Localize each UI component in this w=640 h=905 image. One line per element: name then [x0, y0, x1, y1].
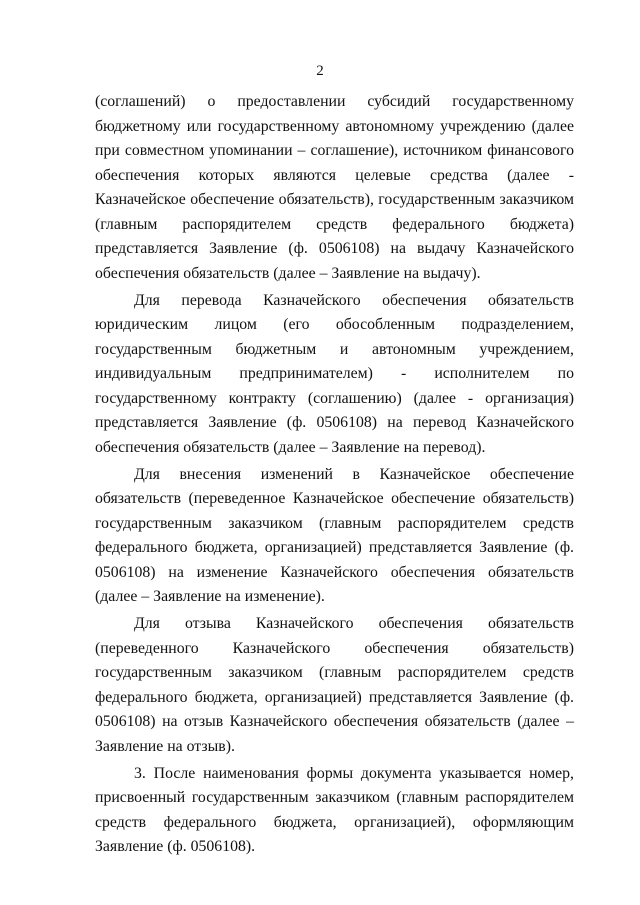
paragraph-amendment: Для внесения изменений в Казначейское обеспечение обязательств (переведенное Казначейское обеспечение обязательств) государственным заказчиком (главным распорядителем средств федерального бюджета, организацией) представляется Заявление (ф. 0506108) на изменение Казначейского обеспечения обязательств (далее – Заявление на изменение).: [95, 465, 574, 605]
paragraph-revocation: Для отзыва Казначейского обеспечения обязательств (переведенного Казначейского обеспечения обязательств) государственным заказчиком (главным распорядителем средств федерального бюджета, организацией) представляется Заявление (ф. 0506108) на отзыв Казначейского обеспечения обязательств (далее – Заявление на отзыв).: [95, 615, 574, 755]
paragraph-continuation: (соглашений) о предоставлении субсидий государственному бюджетному или государственному автономному учреждению (далее при совместном упоминании – соглашение), источником финансового обеспечения которых являются целевые средства (далее - Казначейское обеспечение обязательств), государственным заказчиком (главным распорядителем средств федерального бюджета) представляется Заявление (ф. 0506108) на выдачу Казначейского обеспечения обязательств (далее – Заявление на выдачу).: [95, 93, 574, 282]
paragraph-transfer: Для перевода Казначейского обеспечения обязательств юридическим лицом (его обособленным подразделением, государственным бюджетным и автономным учреждением, индивидуальным предпринимателем) - исполнителем по государственному контракту (соглашению) (далее - организация) представляется Заявление (ф. 0506108) на перевод Казначейского обеспечения обязательств (далее – Заявление на перевод).: [95, 291, 574, 456]
page-number: 2: [316, 63, 324, 79]
document-body: [95, 90, 574, 860]
paragraph-item-3: 3. После наименования формы документа указывается номер, присвоенный государственным заказчиком (главным распорядителем средств федерального бюджета, организацией), оформляющим Заявление (ф. 0506108).: [95, 764, 574, 855]
